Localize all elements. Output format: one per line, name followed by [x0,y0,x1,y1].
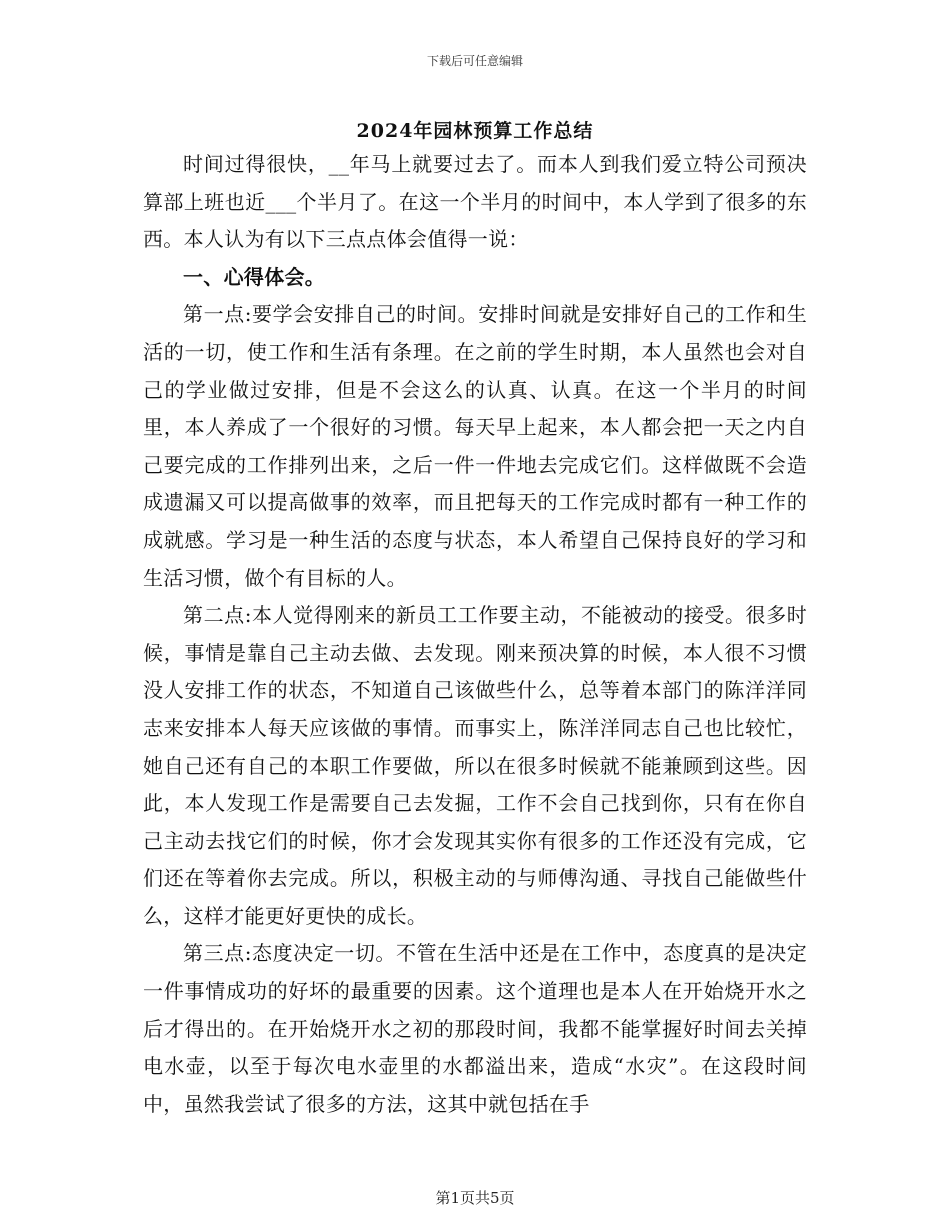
section-heading: 一、心得体会。 [183,264,326,289]
paragraph-point-2: 第二点:本人觉得刚来的新员工工作要主动，不能被动的接受。很多时候，事情是靠自己主动去做、去发现。刚来预决算的时候，本人很不习惯没人安排工作的状态，不知道自己该做些什么，总等着本部门的陈洋洋同志来安排本人每天应该做的事情。而事实上，陈洋洋同志自己也比较忙，她自己还有自己的本职工作要做，所以在很多时候就不能兼顾到这些。因此，本人发现工作是需要自己去发掘，工作不会自己找到你，只有在你自己主动去找它们的时候，你才会发现其实你有很多的工作还没有完成，它们还在等着你去完成。所以，积极主动的与师傅沟通、寻找自己能做些什么，这样才能更好更快的成长。 [143,603,807,928]
paragraph-intro: 时间过得很快，__年马上就要过去了。而本人到我们爱立特公司预决算部上班也近___个半月了。在这一个半月的时间中，本人学到了很多的东西。本人认为有以下三点点体会值得一说： [143,152,807,252]
paragraph-point-3: 第三点:态度决定一切。不管在生活中还是在工作中，态度真的是决定一件事情成功的好坏的最重要的因素。这个道理也是本人在开始烧开水之后才得出的。在开始烧开水之初的那段时间，我都不能掌握好时间去关掉电水壶，以至于每次电水壶里的水都溢出来，造成“水灾”。在这段时间中，虽然我尝试了很多的方法，这其中就包括在手 [143,941,807,1116]
document-title: 2024年园林预算工作总结 [356,120,594,142]
paragraph-point-1: 第一点:要学会安排自己的时间。安排时间就是安排好自己的工作和生活的一切，使工作和生活有条理。在之前的学生时期，本人虽然也会对自己的学业做过安排，但是不会这么的认真、认真。在这一个半月的时间里，本人养成了一个很好的习惯。每天早上起来，本人都会把一天之内自己要完成的工作排列出来，之后一件一件地去完成它们。这样做既不会造成遗漏又可以提高做事的效率，而且把每天的工作完成时都有一种工作的成就感。学习是一种生活的态度与状态，本人希望自己保持良好的学习和生活习惯，做个有目标的人。 [143,302,807,590]
page-header-note: 下载后可任意编辑 [426,54,523,68]
page-number: 第1页共5页 [435,1189,515,1207]
document-body [143,146,807,1123]
